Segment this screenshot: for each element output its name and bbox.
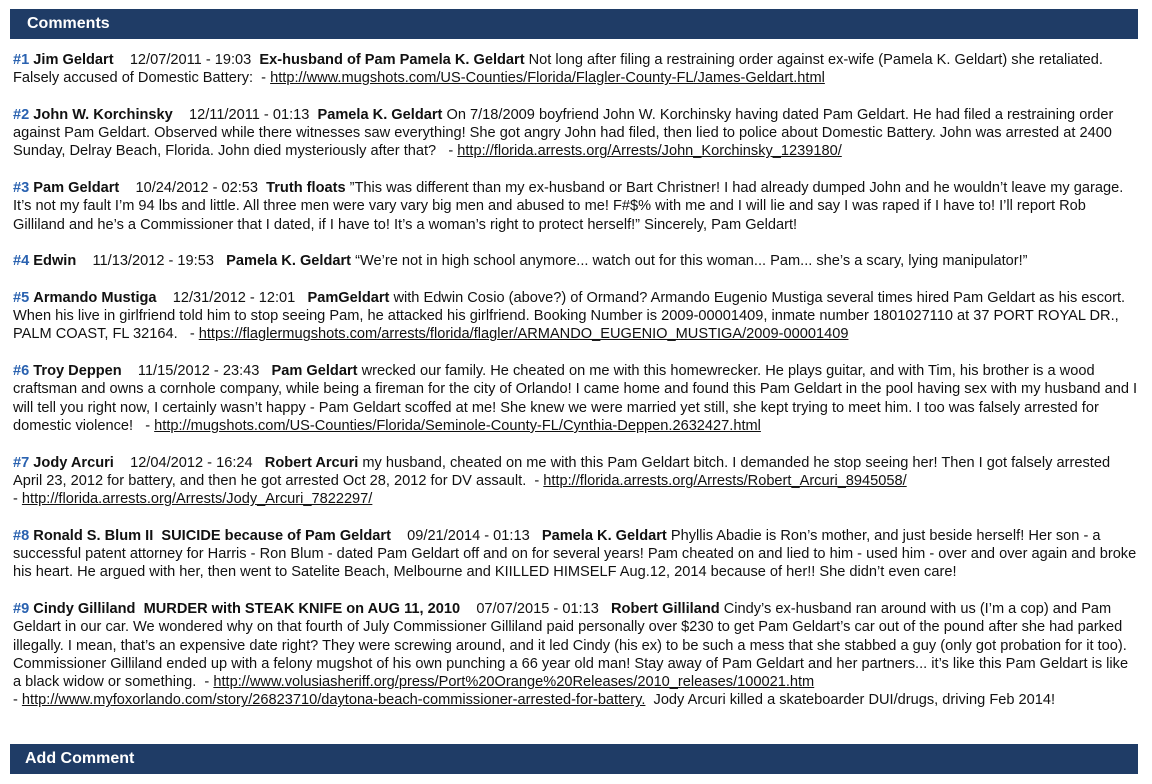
comment-subject: Ex-husband of Pam Pamela K. Geldart: [259, 52, 525, 68]
comment-5: #5 Armando Mustiga 12/31/2012 - 12:01 PamGeldart with Edwin Cosio (above?) of Ormand? Armando Eugenio Mustiga several times hired Pam Geldart as his escort. When his live in girlfriend told him to stop seeing Pam, he attacked his girlfriend. Booking Number is 2009-00001409, inmate number 1801027110 at 37 PORT ROYAL DR., PALM COAST, FL 32164. - https://flaglermugshots.com/arrests/florida/flagler/ARMANDO_EUGENIO_MUSTIGA/2009-00001409: [13, 289, 1126, 343]
comment-timestamp: 09/21/2014 - 01:13: [407, 527, 530, 544]
comment-body: “We’re not in high school anymore... watch out for this woman... Pam... she’s a scary, lying manipulator!”: [355, 253, 1028, 270]
comment-link[interactable]: http://www.mugshots.com/US-Counties/Florida/Flagler-County-FL/James-Geldart.html: [270, 70, 825, 87]
comment-subject: Robert Gilliland: [611, 600, 720, 617]
comment-tag: MURDER with STEAK KNIFE on AUG 11, 2010: [143, 600, 461, 617]
comment-number: #5: [13, 289, 30, 306]
comment-link[interactable]: http://florida.arrests.org/Arrests/John_Korchinsky_1239180/: [457, 143, 842, 160]
comment-number: #8: [13, 527, 30, 544]
comment-author: Pam Geldart: [33, 180, 120, 197]
comment-author: Cindy Gilliland: [33, 600, 136, 617]
comment-2: #2 John W. Korchinsky 12/11/2011 - 01:13 Pamela K. Geldart On 7/18/2009 boyfriend John W. Korchinsky having dated Pam Geldart. He had filed a restraining order against Pam Geldart. Observed while there witnesses saw everything! She got angry John had filed, then lied to police about Domestic Battery. John was arrested at 2400 Sunday, Delray Beach, Florida. John died mysteriously after that? - http://florida.arrests.org/Arrests/John_Korchinsky_1239180/: [13, 106, 1114, 160]
comment-timestamp: 12/04/2012 - 16:24: [130, 454, 253, 471]
comment-body: ”This was different than my ex-husband or Bart Christner! I had already dumped John and he wouldn’t leave my garage. It’s not my fault I’m 94 lbs and little. All three men were vary vary big men and abused to me! F#$% with me and I will lie and say I was raped if I have to! I’ll report Rob Gilliland and he’s a Commissioner that I dated, if I have to! It’s a woman’s right to protect herself!” Sincerely, Pam Geldart!: [13, 180, 1124, 233]
comment-1: #1 Jim Geldart 12/07/2011 - 19:03 Ex-husband of Pam Pamela K. Geldart Not long after filing a restraining order against ex-wife (Pamela K. Geldart) she retaliated. Falsely accused of Domestic Battery: - http://www.mugshots.com/US-Counties/Florida/Flagler-County-FL/James-Geldart.html: [13, 52, 1103, 87]
comment-body: my husband, cheated on me with this Pam Geldart bitch. I demanded he stop seeing her! Then I got falsely arrested April 23, 2012 for battery, and then he got arrested Oct 28, 2012 for DV assault.: [13, 454, 1111, 489]
add-comment-bar[interactable]: [10, 744, 1138, 774]
comment-number: #2: [13, 106, 30, 123]
comment-body: On 7/18/2009 boyfriend John W. Korchinsky having dated Pam Geldart. He had filed a restraining order against Pam Geldart. Observed while there witnesses saw everything! She got angry John had filed, then lied to police about Domestic Battery. John was arrested at 2400 Sunday, Delray Beach, Florida. John died mysteriously after that?: [13, 106, 1114, 160]
comment-list: [13, 51, 1138, 728]
comment-9: #9 Cindy Gilliland MURDER with STEAK KNIFE on AUG 11, 2010 07/07/2015 - 01:13 Robert Gilliland Cindy’s ex-husband ran around with us (I’m a cop) and Pam Geldart in our car. We wondered why on that fourth of July Commissioner Gilliland paid personally over $230 to get Pam Geldart’s car out of the pound after she had parked illegally. I mean, that’s an expensive date right? They were screwing around, and it led Cindy (his ex) to be such a mess that she stabbed a guy (only got probation for it too). Commissioner Gilliland ended up with a felony mugshot of his own punching a 66 year old man! Stay away of Pam Geldart and her partners... it’s like this Pam Geldart is like a black widow or something. - http://www.volusiasheriff.org/press/Port%20Orange%20Releases/2010_releases/100021.htm - http://www.myfoxorlando.com/story/26823710/daytona-beach-commissioner-arrested-for-battery. Jody Arcuri killed a skateboarder DUI/drugs, driving Feb 2014!: [13, 600, 1129, 709]
comment-link[interactable]: http://florida.arrests.org/Arrests/Robert_Arcuri_8945058/: [543, 472, 907, 489]
comment-timestamp: 11/15/2012 - 23:43: [137, 363, 260, 380]
comment-number: #6: [13, 363, 30, 380]
comment-author: Troy Deppen: [33, 363, 122, 380]
comment-timestamp: 11/13/2012 - 19:53: [92, 253, 214, 270]
comment-body: with Edwin Cosio (above?) of Ormand? Armando Eugenio Mustiga several times hired Pam Geldart as his escort. When his live in girlfriend told him to stop seeing Pam, he attacked his girlfriend. Booking Number is 2009-00001409, inmate number 1801027110 at 37 PORT ROYAL DR., PALM COAST, FL 32164.: [13, 289, 1126, 343]
comment-3: [13, 179, 1138, 234]
comment-link[interactable]: http://mugshots.com/US-Counties/Florida/Seminole-County-FL/Cynthia-Deppen.2632427.html: [154, 417, 761, 434]
comments-title: Comments: [27, 15, 110, 32]
comment-body: Not long after filing a restraining order against ex-wife (Pamela K. Geldart) she retaliated. Falsely accused of Domestic Battery:: [13, 52, 1103, 87]
add-comment-label[interactable]: Add Comment: [25, 750, 135, 767]
comment-timestamp: 12/11/2011 - 01:13: [189, 106, 310, 123]
comment-subject: Truth floats: [266, 180, 346, 197]
comment-tail: Jody Arcuri killed a skateboarder DUI/drugs, driving Feb 2014!: [653, 692, 1056, 709]
comment-7: #7 Jody Arcuri 12/04/2012 - 16:24 Robert Arcuri my husband, cheated on me with this Pam Geldart bitch. I demanded he stop seeing her! Then I got falsely arrested April 23, 2012 for battery, and then he got arrested Oct 28, 2012 for DV assault. - http://florida.arrests.org/Arrests/Robert_Arcuri_8945058/ - http://florida.arrests.org/Arrests/Jody_Arcuri_7822297/: [13, 454, 1111, 508]
comment-subject: Pamela K. Geldart: [541, 527, 667, 544]
comment-body: Cindy’s ex-husband ran around with us (I’m a cop) and Pam Geldart in our car. We wondered why on that fourth of July Commissioner Gilliland paid personally over $230 to get Pam Geldart’s car out of the pound after she had parked illegally. I mean, that’s an expensive date right? They were screwing around, and it led Cindy (his ex) to be such a mess that she stabbed a guy (only got probation for it too). Commissioner Gilliland ended up with a felony mugshot of his own punching a 66 year old man! Stay away of Pam Geldart and her partners... it’s like this Pam Geldart is like a black widow or something.: [13, 600, 1129, 691]
comment-author: Ronald S. Blum II: [33, 527, 154, 544]
comment-subject: Pamela K. Geldart: [317, 106, 443, 123]
comment-link[interactable]: http://www.volusiasheriff.org/press/Port%20Orange%20Releases/2010_releases/100021.htm: [213, 674, 815, 691]
comment-link-2[interactable]: http://www.myfoxorlando.com/story/26823710/daytona-beach-commissioner-arrested-for-battery.: [21, 692, 646, 709]
comment-timestamp: 12/07/2011 - 19:03: [129, 52, 252, 68]
comment-number: #9: [13, 600, 30, 617]
comment-author: Jim Geldart: [33, 52, 114, 68]
comment-body: Phyllis Abadie is Ron’s mother, and just beside herself! Her son - a successful patent attorney for Harris - Ron Blum - dated Pam Geldart off and on for several years! Pam cheated on and lied to him - used him - over and over again and broke his heart. He argued with her, then went to Satelite Beach, Melbourne and KIILLED HIMSELF Aug.12, 2014 because of her!! She didn’t even care!: [13, 527, 1137, 581]
comment-link-2[interactable]: http://florida.arrests.org/Arrests/Jody_Arcuri_7822297/: [21, 491, 373, 508]
comment-author: Edwin: [33, 253, 77, 270]
comment-timestamp: 12/31/2012 - 12:01: [172, 289, 296, 306]
comment-8: [13, 527, 1138, 582]
comment-4: [13, 252, 1138, 270]
comments-header: [10, 9, 1138, 39]
comment-author: Armando Mustiga: [33, 289, 157, 306]
comment-subject: Pamela K. Geldart: [226, 253, 352, 270]
comment-tag: SUICIDE because of Pam Geldart: [161, 527, 391, 544]
comment-subject: Robert Arcuri: [264, 454, 359, 471]
comment-subject: Pam Geldart: [271, 363, 358, 380]
comment-number: #4: [13, 253, 30, 270]
comment-timestamp: 10/24/2012 - 02:53: [135, 180, 259, 197]
comment-6: #6 Troy Deppen 11/15/2012 - 23:43 Pam Geldart wrecked our family. He cheated on me with this homewrecker. He plays guitar, and with Tim, his brother is a wood craftsman and owns a cornhole company, while being a fireman for the city of Orlando! I came home and found this Pam Geldart in the pool having sex with my husband and I will tell you right now, I certainly wasn’t happy - Pam Geldart scoffed at me! She knew we were married yet still, she kept trying to meet him. I too was falsely arrested for domestic violence! - http://mugshots.com/US-Counties/Florida/Seminole-County-FL/Cynthia-Deppen.2632427.html: [13, 363, 1138, 434]
comment-body: wrecked our family. He cheated on me with this homewrecker. He plays guitar, and with Tim, his brother is a wood craftsman and owns a cornhole company, while being a fireman for the city of Orlando! I came home and found this Pam Geldart in the pool having sex with my husband and I will tell you right now, I certainly wasn’t happy - Pam Geldart scoffed at me! She knew we were married yet still, she kept trying to meet him. I too was falsely arrested for domestic violence!: [13, 363, 1138, 434]
comment-author: Jody Arcuri: [33, 454, 114, 471]
comment-timestamp: 07/07/2015 - 01:13: [476, 600, 599, 617]
comment-link[interactable]: https://flaglermugshots.com/arrests/florida/flagler/ARMANDO_EUGENIO_MUSTIGA/2009-00001409: [198, 326, 849, 343]
comment-subject: PamGeldart: [307, 289, 390, 306]
comment-number: #7: [13, 454, 30, 471]
comment-author: John W. Korchinsky: [33, 106, 173, 123]
comment-number: #1: [13, 52, 30, 68]
comment-number: #3: [13, 180, 30, 197]
